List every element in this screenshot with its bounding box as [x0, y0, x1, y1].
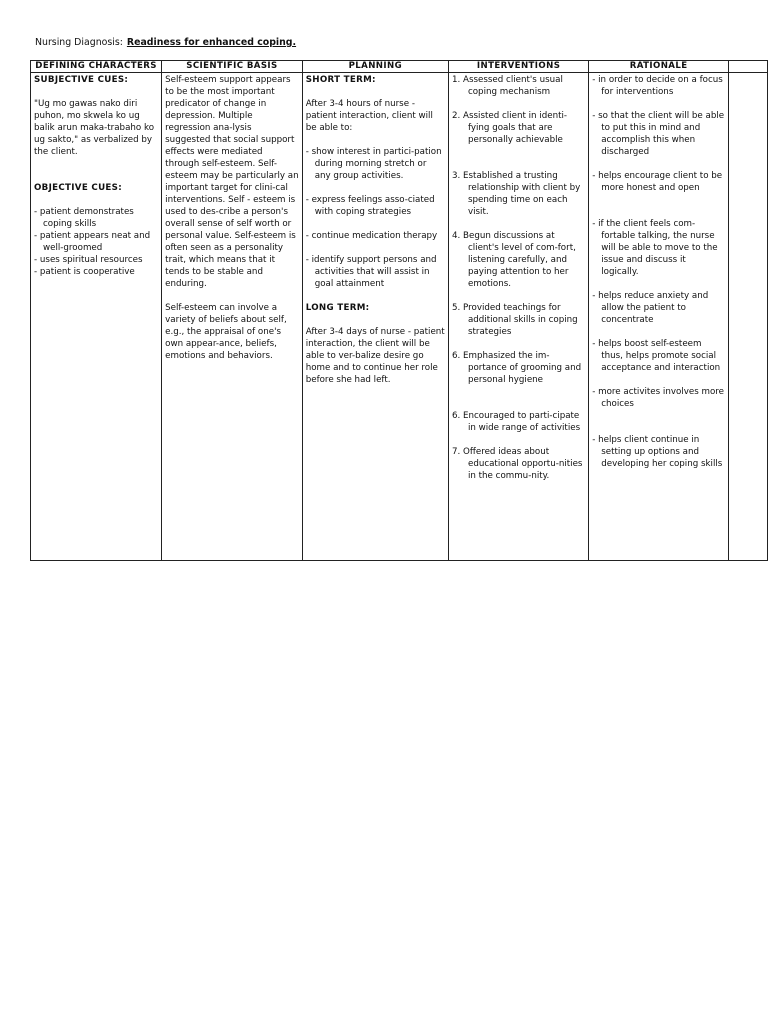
care-plan-table [30, 60, 768, 561]
header-planning: PLANNING [302, 61, 448, 73]
long-term-text: After 3-4 days of nurse - patient interaction, the client will be able to ver-balize desire go home and to continue her role before she had left. [305, 327, 445, 385]
short-term-item: - express feelings asso-ciated with coping strategies [305, 195, 435, 217]
planning-cell [302, 73, 448, 561]
header-rationale: RATIONALE [589, 61, 729, 73]
interventions-cell [448, 73, 588, 561]
diagnosis-value: Readiness for enhanced coping. [126, 37, 297, 48]
rationale-cell [589, 73, 729, 561]
short-term-item: - identify support persons and activities that will assist in goal attainment [305, 255, 437, 289]
subjective-heading: SUBJECTIVE CUES: [34, 75, 129, 85]
rationale-item: - so that the client will be able to put this in mind and accomplish this when discharged [592, 111, 725, 157]
rationale-item: - helps boost self-esteem thus, helps promote social acceptance and interaction [592, 339, 721, 373]
rationale-item: - helps client continue in setting up options and developing her coping skills [592, 435, 723, 469]
table-header-row [31, 61, 768, 73]
objective-item: - patient is cooperative [34, 267, 135, 277]
objective-item: - patient demonstrates coping skills [34, 207, 134, 229]
subjective-quote: "Ug mo gawas nako diri puhon, mo skwela ko ug balik arun maka-trabaho ko ug sakto," as verbalized by the client. [34, 99, 155, 157]
extra-cell [729, 73, 768, 561]
rationale-item: - in order to decide on a focus for interventions [592, 75, 723, 97]
scientific-paragraph-1: Self-esteem support appears to be the most important predicator of change in depression. Multiple regression ana-lysis suggested that social support effects were mediated through self-esteem. Self-esteem may be particularly an important target for clini-cal interventions. Self - esteem is used to des-cribe a person's overall sense of self worth or personal value. Self-esteem is often seen as a personality trait, which means that it tends to be stable and enduring. [165, 75, 299, 289]
rationale-item: - helps encourage client to be more honest and open [592, 171, 723, 193]
short-term-item: - show interest in partici-pation during morning stretch or any group activities. [305, 147, 442, 181]
objective-item: - uses spiritual resources [34, 255, 143, 265]
rationale-item: - if the client feels com-fortable talking, the nurse will be able to move to the issue and discuss it logically. [592, 219, 718, 277]
intervention-item: 6. Emphasized the im-portance of grooming and personal hygiene [451, 351, 582, 385]
table-row [31, 73, 768, 561]
scientific-paragraph-2: Self-esteem can involve a variety of beliefs about self, e.g., the appraisal of one's own appear-ance, beliefs, emotions and behaviors. [165, 303, 287, 361]
header-scientific-basis: SCIENTIFIC BASIS [162, 61, 303, 73]
long-term-heading: LONG TERM: [305, 303, 370, 313]
rationale-item: - more activites involves more choices [592, 387, 724, 409]
scientific-basis-cell [162, 73, 303, 561]
diagnosis-label: Nursing Diagnosis: [35, 37, 123, 48]
defining-characters-cell [31, 73, 162, 561]
intervention-item: 7. Offered ideas about educational opportu-nities in the commu-nity. [451, 447, 583, 481]
intervention-item: 5. Provided teachings for additional skills in coping strategies [451, 303, 578, 337]
rationale-item: - helps reduce anxiety and allow the patient to concentrate [592, 291, 709, 325]
short-term-heading: SHORT TERM: [305, 75, 376, 85]
short-term-intro: After 3-4 hours of nurse - patient interaction, client will be able to: [305, 99, 433, 133]
intervention-item: 3. Established a trusting relationship with client by spending time on each visit. [451, 171, 581, 217]
header-interventions: INTERVENTIONS [448, 61, 588, 73]
intervention-item: 6. Encouraged to parti-cipate in wide range of activities [451, 411, 581, 433]
objective-item: - patient appears neat and well-groomed [34, 231, 151, 253]
intervention-item: 2. Assisted client in identi-fying goals that are personally achievable [451, 111, 568, 145]
header-defining-characters: DEFINING CHARACTERS [31, 61, 162, 73]
header-extra [729, 61, 768, 73]
intervention-item: 4. Begun discussions at client's level of com-fort, listening carefully, and paying attention to her emotions. [451, 231, 576, 289]
intervention-item: 1. Assessed client's usual coping mechanism [451, 75, 563, 97]
objective-heading: OBJECTIVE CUES: [34, 183, 122, 193]
nursing-diagnosis [35, 37, 296, 48]
short-term-item: - continue medication therapy [305, 231, 438, 241]
